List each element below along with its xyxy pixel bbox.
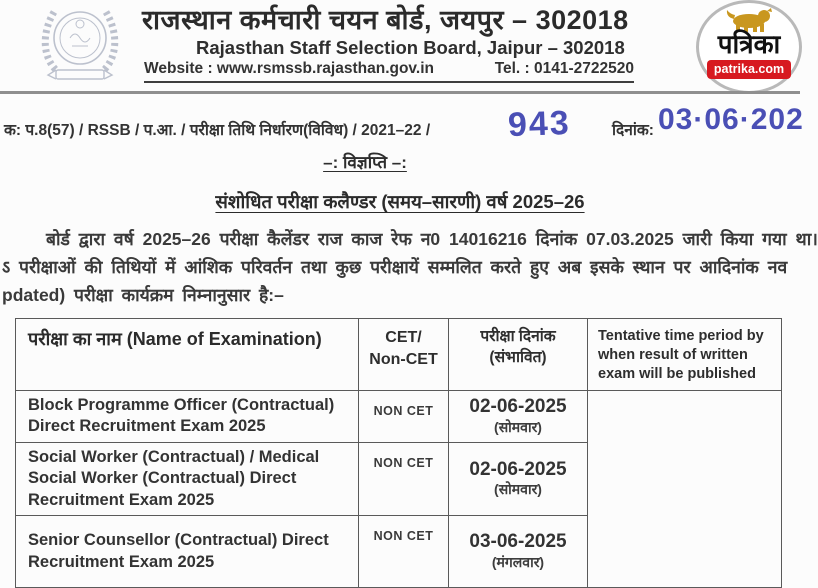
date-header-line1: परीक्षा दिनांक [480, 328, 556, 345]
exam-day: (सोमवार) [494, 418, 542, 435]
exam-date-cell [449, 516, 588, 588]
cet-header-line1: CET/ [385, 329, 422, 346]
table-row [16, 391, 782, 443]
header-divider [0, 91, 800, 94]
handwritten-date: 03·06·202 [658, 103, 804, 136]
exam-date: 03-06-2025 [469, 531, 567, 553]
exam-name-cell: Social Worker (Contractual) / Medical Social Worker (Contractual) Direct Recruitment Exam 2025 [16, 442, 359, 515]
handwritten-reference-number: 943 [507, 103, 572, 145]
exam-date: 02-06-2025 [469, 396, 567, 418]
exam-date-cell [449, 391, 588, 443]
column-header-cet [359, 319, 449, 391]
body-text-line-2: ऽ परीक्षाओं की तिथियों में आंशिक परिवर्तन तथा कुछ परीक्षायें सम्मलित करते हुए अब इसके स्थान पर आदिनांक नव [2, 257, 788, 277]
patrika-domain-badge: patrika.com [707, 60, 791, 79]
reference-number-prefix: क: प.8(57) / RSSB / प.आ. / परीक्षा तिथि निर्धारण(विविध) / 2021–22 / [4, 122, 431, 139]
result-period-cell [588, 391, 782, 588]
exam-name-cell: Senior Counsellor (Contractual) Direct Recruitment Exam 2025 [16, 516, 359, 588]
cet-header-line2: Non-CET [369, 350, 438, 368]
exam-date-cell [449, 442, 588, 515]
body-text-line-1: बोर्ड द्वारा वर्ष 2025–26 परीक्षा कैलेंडर राज काज रेफ न0 14016216 दिनांक 07.03.2025 जारी किया गया था। [46, 229, 818, 249]
exam-calendar-table [15, 318, 782, 588]
column-header-result-period: Tentative time period by when result of written exam will be published [588, 319, 782, 391]
calendar-title: संशोधित परीक्षा कलैण्डर (समय–सारणी) वर्ष 2025–26 [215, 191, 585, 212]
rajasthan-government-emblem-icon [40, 4, 120, 88]
column-header-exam-date [449, 319, 588, 391]
date-header-line2: (संभावित) [489, 348, 547, 366]
patrika-logo [696, 0, 802, 94]
notification-heading: –: विज्ञप्ति –: [323, 153, 407, 172]
org-name-hindi: राजस्थान कर्मचारी चयन बोर्ड, जयपुर – 302018 [142, 5, 629, 35]
exam-day: (मंगलवार) [491, 554, 545, 571]
body-text-line-3: pdated) परीक्षा कार्यक्रम निम्नानुसार है:– [2, 285, 284, 305]
exam-name-cell: Block Programme Officer (Contractual) Direct Recruitment Exam 2025 [16, 391, 359, 443]
exam-day: (सोमवार) [494, 481, 542, 498]
exam-date: 02-06-2025 [469, 458, 567, 480]
cet-cell: NON CET [359, 442, 449, 515]
website-label: Website : www.rsmssb.rajasthan.gov.in [144, 60, 434, 77]
contact-row [144, 60, 634, 83]
cet-cell: NON CET [359, 391, 449, 443]
telephone-label: Tel. : 0141-2722520 [494, 60, 634, 77]
table-header-row [16, 319, 782, 391]
date-label: दिनांक: [612, 122, 654, 139]
org-name-english: Rajasthan Staff Selection Board, Jaipur – 302018 [196, 37, 625, 58]
column-header-exam-name: परीक्षा का नाम (Name of Examination) [16, 319, 359, 391]
patrika-name: पत्रिका [717, 29, 781, 59]
cet-cell: NON CET [359, 516, 449, 588]
